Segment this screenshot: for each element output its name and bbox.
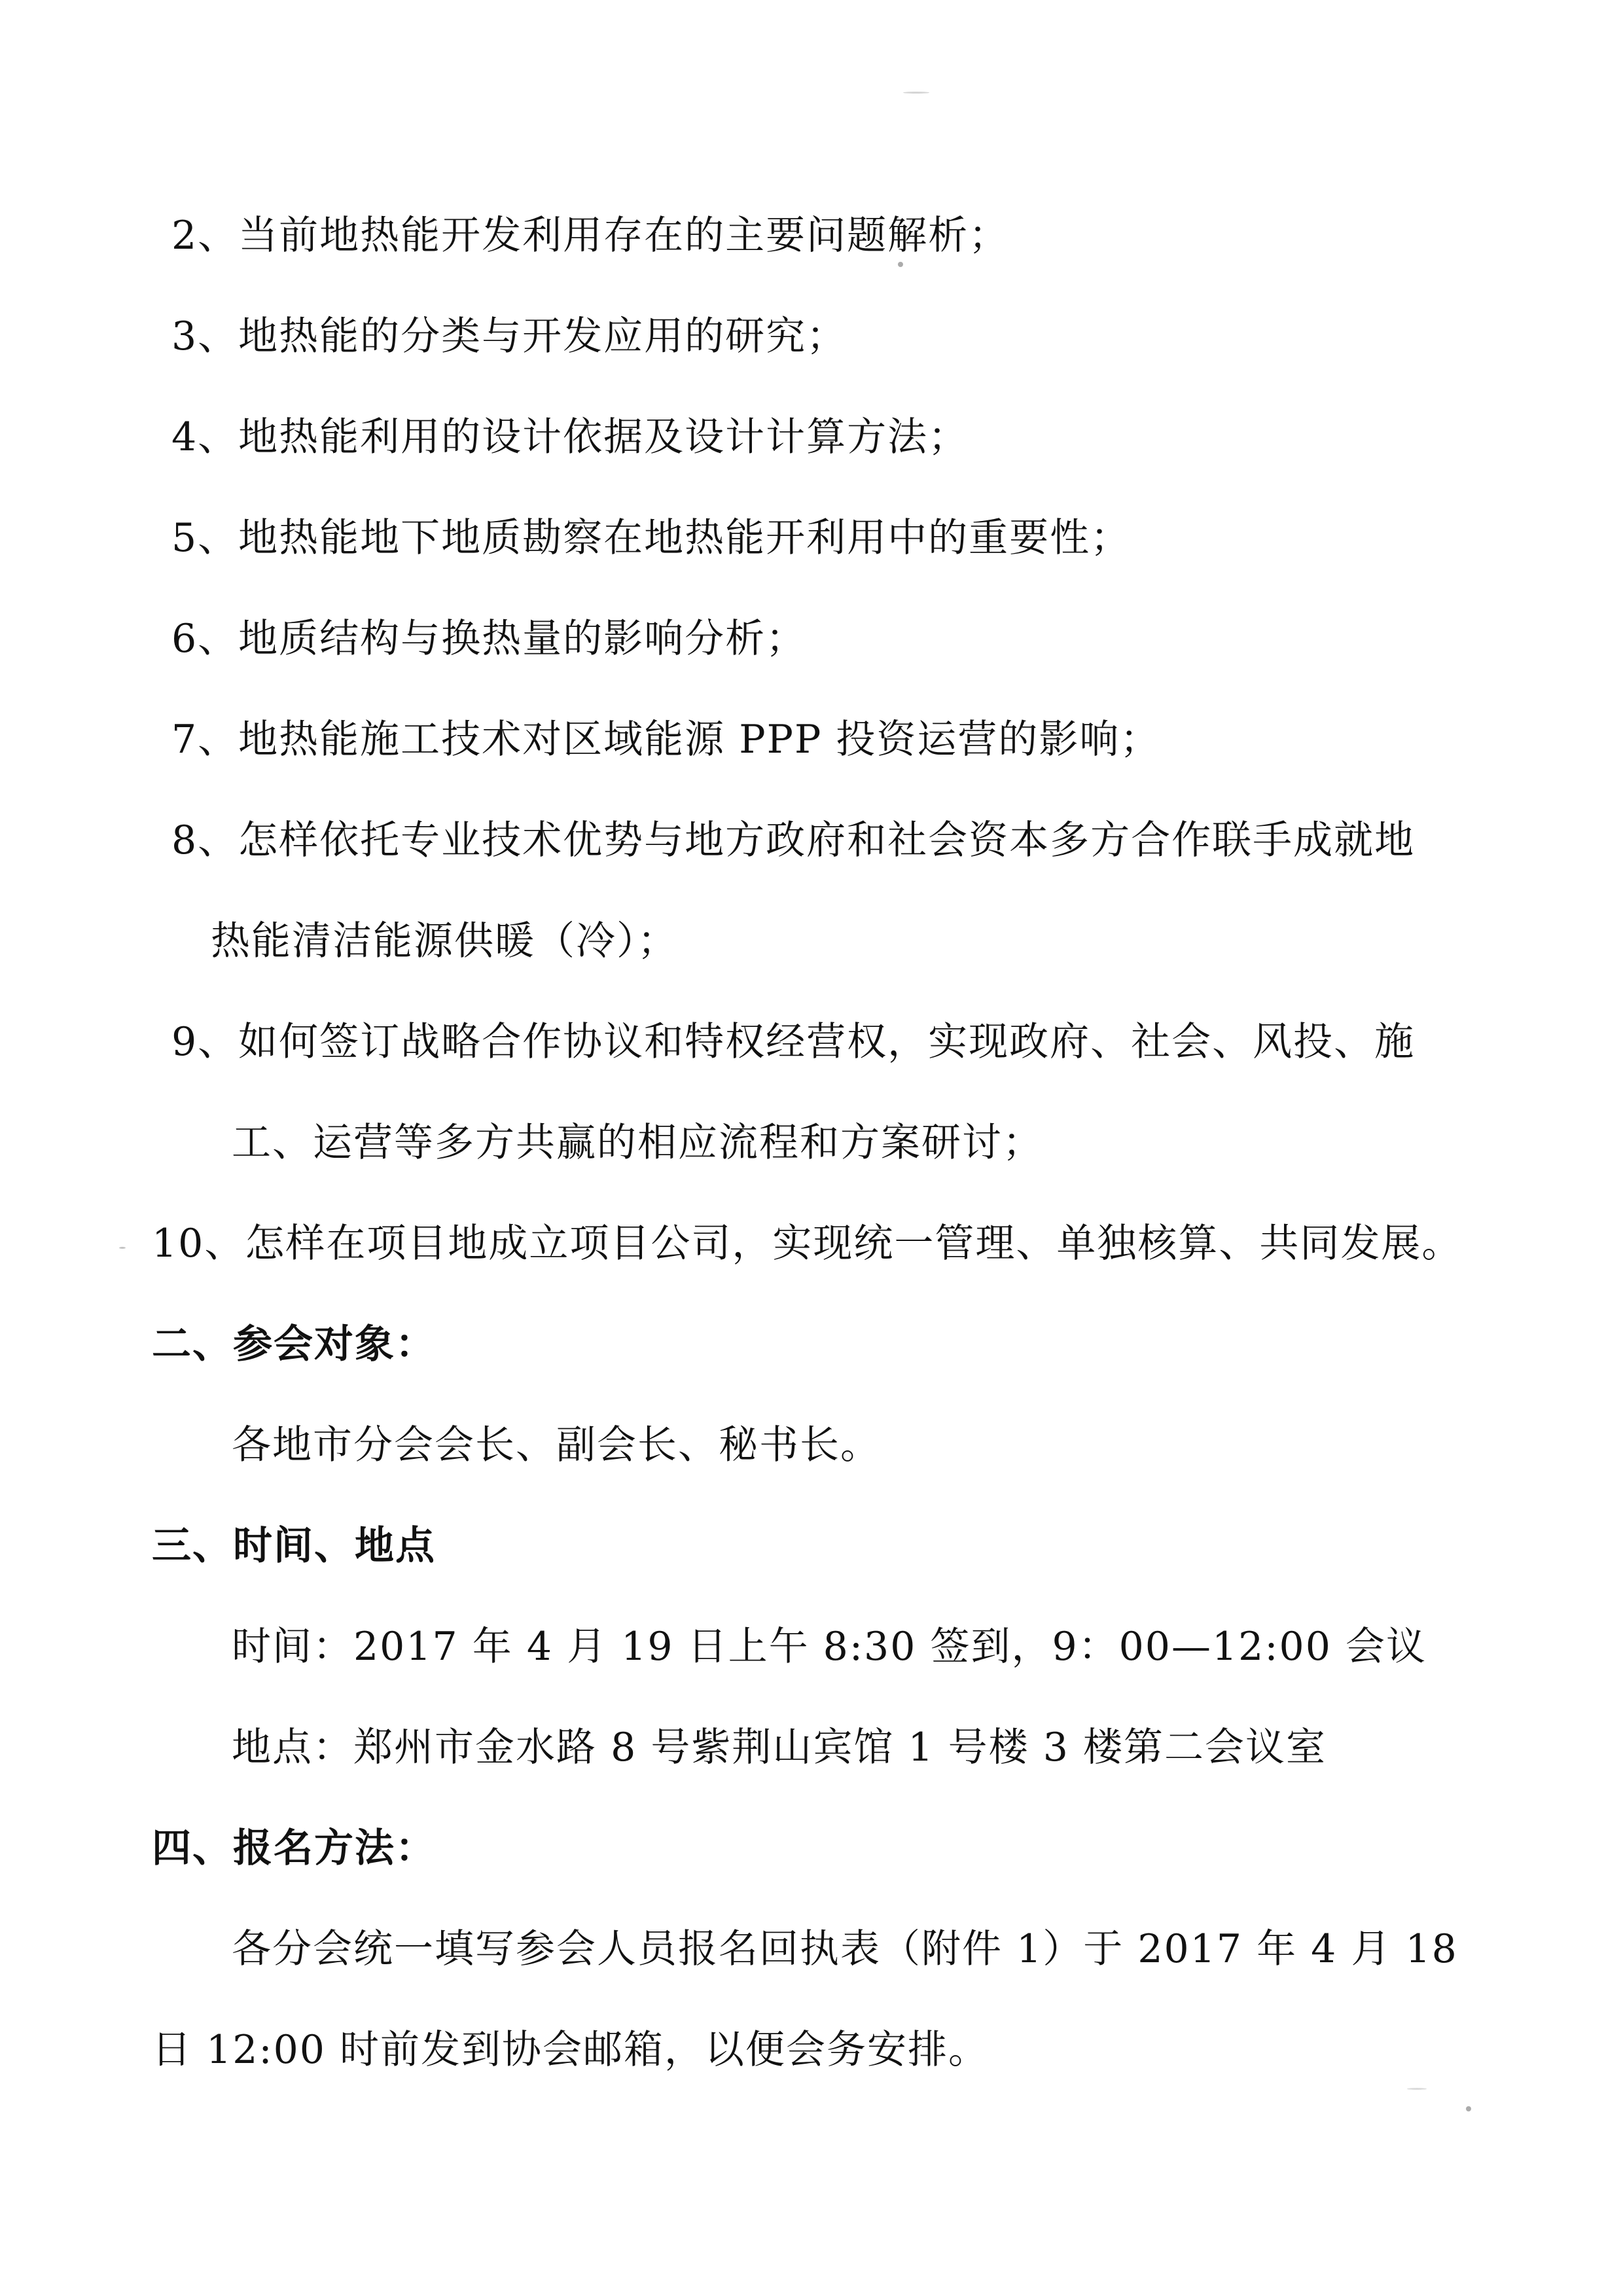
item-8-line-2: 热能清洁能源供暖（冷）； [211, 918, 678, 964]
item-8-line-1: 8、怎样依托专业技术优势与地方政府和社会资本多方合作联手成就地 [171, 817, 1416, 863]
section-2-heading: 二、参会对象： [152, 1321, 436, 1367]
scan-speck [119, 1247, 126, 1249]
meeting-place: 地点：郑州市金水路 8 号紫荆山宾馆 1 号楼 3 楼第二会议室 [232, 1725, 1327, 1770]
item-2: 2、当前地热能开发利用存在的主要问题解析； [171, 213, 1010, 259]
registration-body-line-1: 各分会统一填写参会人员报名回执表（附件 1）于 2017 年 4 月 18 [232, 1926, 1458, 1972]
section-2-body: 各地市分会会长、副会长、秘书长。 [232, 1422, 881, 1468]
registration-body-line-2: 日 12:00 时前发到协会邮箱，以便会务安排。 [152, 2027, 990, 2073]
scan-speck [1407, 2088, 1427, 2090]
scan-speck [1466, 2106, 1471, 2111]
item-9-line-1: 9、如何签订战略合作协议和特权经营权，实现政府、社会、风投、施 [171, 1019, 1416, 1065]
item-9-line-2: 工、运营等多方共赢的相应流程和方案研讨； [232, 1120, 1043, 1166]
section-3-heading: 三、时间、地点 [152, 1523, 436, 1569]
meeting-time: 时间：2017 年 4 月 19 日上午 8:30 签到，9：00—12:00 会议 [232, 1624, 1427, 1670]
item-5: 5、地热能地下地质勘察在地热能开利用中的重要性； [171, 515, 1132, 561]
item-6: 6、地质结构与换热量的影响分析； [171, 616, 807, 662]
scan-speck [903, 92, 929, 94]
scan-speck [898, 262, 903, 267]
item-3: 3、地热能的分类与开发应用的研究； [171, 314, 847, 359]
item-7: 7、地热能施工技术对区域能源 PPP 投资运营的影响； [171, 717, 1161, 762]
item-4: 4、地热能利用的设计依据及设计计算方法； [171, 414, 969, 460]
section-4-heading: 四、报名方法： [152, 1825, 436, 1871]
item-10: 10、怎样在项目地成立项目公司，实现统一管理、单独核算、共同发展。 [152, 1221, 1463, 1266]
